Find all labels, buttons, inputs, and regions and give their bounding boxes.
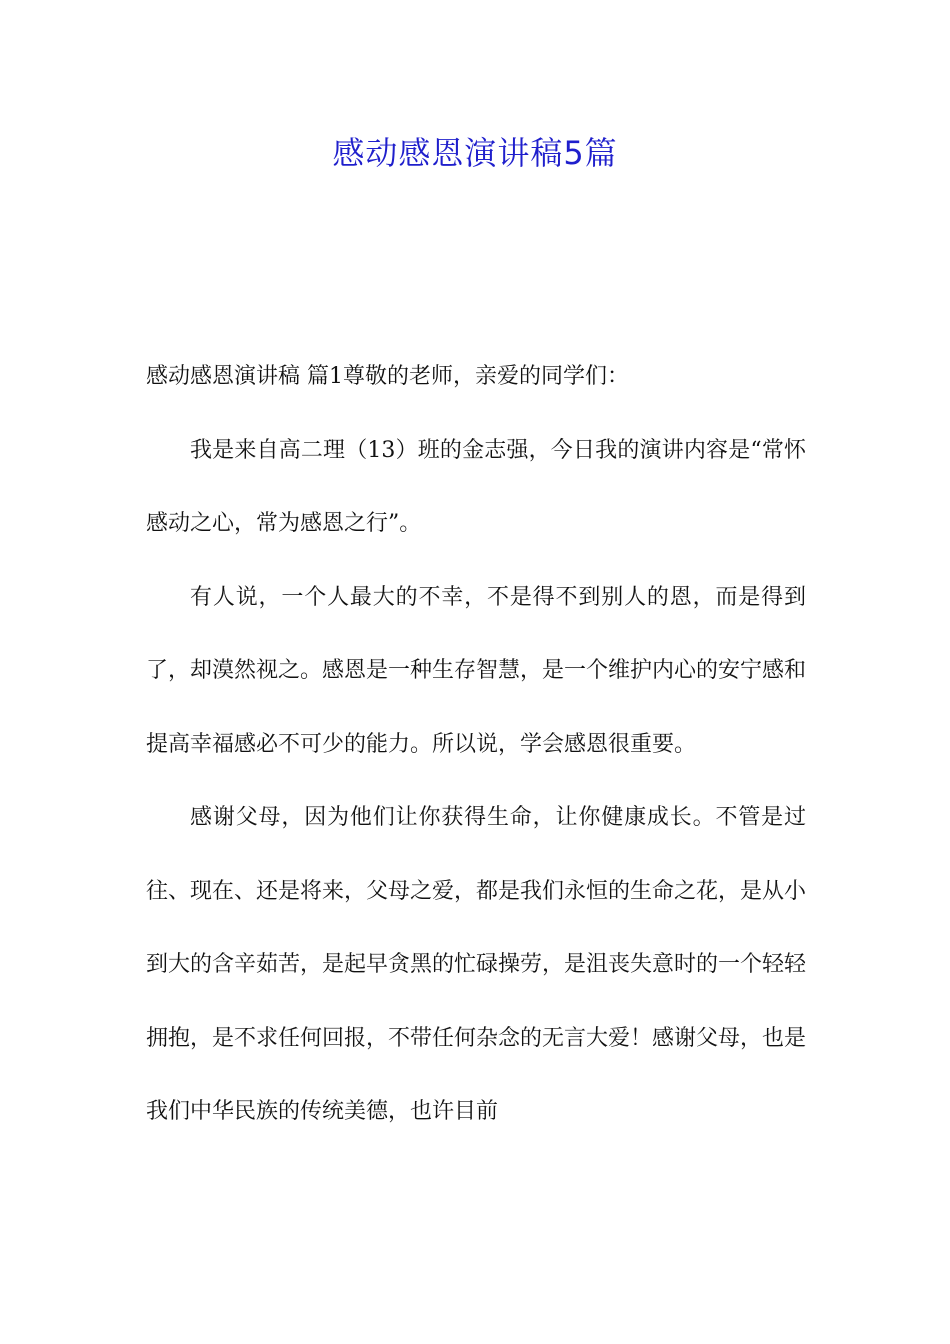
paragraph-1: 感动感恩演讲稿 篇1尊敬的老师，亲爱的同学们：	[146, 364, 629, 389]
document-body	[146, 340, 806, 1149]
paragraph-3: 有人说，一个人最大的不幸，不是得不到别人的恩，而是得到了，却漠然视之。感恩是一种生存智慧，是一个维护内心的安宁感和提高幸福感必不可少的能力。所以说，学会感恩很重要。	[146, 584, 807, 757]
paragraph-4: 感谢父母，因为他们让你获得生命，让你健康成长。不管是过往、现在、还是将来，父母之爱，都是我们永恒的生命之花，是从小到大的含辛茹苦，是起早贪黑的忙碌操劳，是沮丧失意时的一个轻轻拥抱，是不求任何回报，不带任何杂念的无言大爱！感谢父母，也是我们中华民族的传统美德，也许目前	[146, 805, 807, 1124]
document-title: 感动感恩演讲稿5篇	[332, 134, 618, 172]
paragraph-2: 我是来自高二理（13）班的金志强，今日我的演讲内容是“常怀感动之心，常为感恩之行”。	[146, 437, 806, 536]
